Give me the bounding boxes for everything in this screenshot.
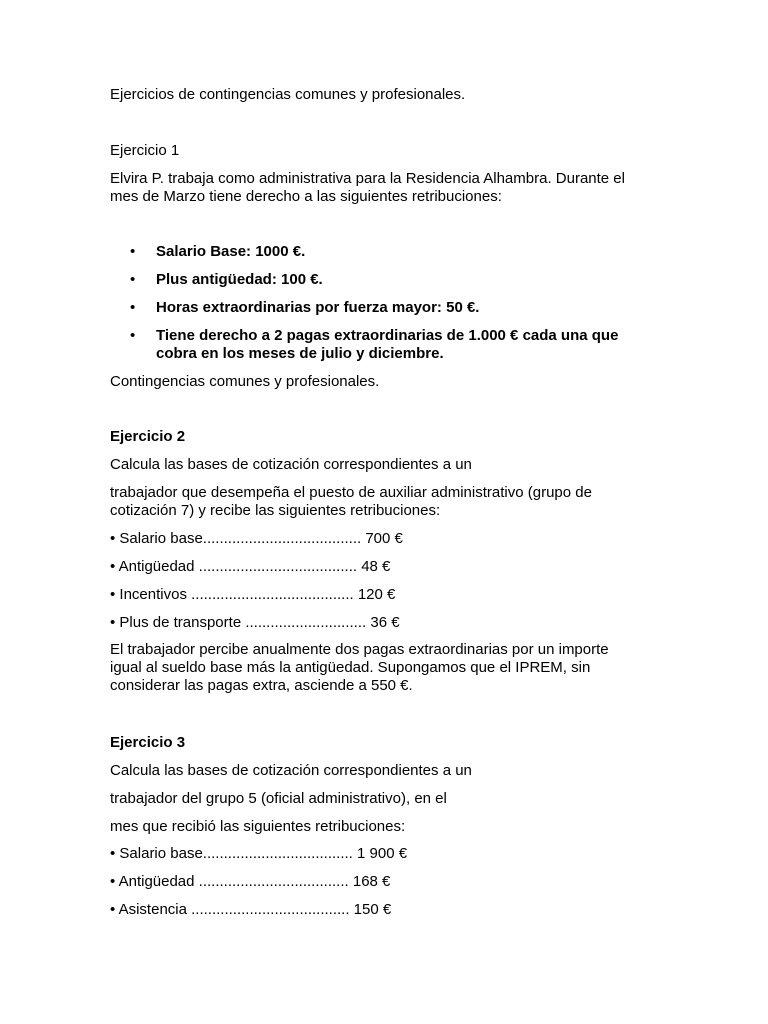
ejercicio-1-item: Salario Base: 1000 €. (156, 243, 306, 260)
ejercicio-2-item: • Incentivos ....................................... 120 € (110, 586, 396, 603)
ejercicio-2-heading: Ejercicio 2 (110, 428, 186, 445)
ejercicio-2-paragraph-line: considerar las pagas extra, asciende a 550 €. (110, 677, 413, 694)
ejercicio-2-item: • Antigüedad ...................................... 48 € (110, 558, 391, 575)
ejercicio-1-intro-line: Elvira P. trabaja como administrativa para la Residencia Alhambra. Durante el (110, 170, 625, 187)
ejercicio-1-intro-line: mes de Marzo tiene derecho a las siguientes retribuciones: (110, 188, 502, 205)
ejercicio-3-item: • Antigüedad .................................... 168 € (110, 873, 391, 890)
bullet-icon: • (130, 271, 136, 288)
ejercicio-3-line: Calcula las bases de cotización correspondientes a un (110, 762, 472, 779)
ejercicio-3-item: • Salario base.................................... 1 900 € (110, 845, 408, 862)
bullet-icon: • (130, 327, 136, 344)
ejercicio-1-heading: Ejercicio 1 (110, 142, 180, 159)
ejercicio-3-heading: Ejercicio 3 (110, 734, 186, 751)
ejercicio-1-item: Plus antigüedad: 100 €. (156, 271, 323, 288)
ejercicio-2-line: trabajador que desempeña el puesto de auxiliar administrativo (grupo de (110, 484, 592, 501)
ejercicio-1-item: Tiene derecho a 2 pagas extraordinarias de 1.000 € cada una que (156, 327, 619, 344)
ejercicio-3-line: trabajador del grupo 5 (oficial administrativo), en el (110, 790, 447, 807)
ejercicio-2-item: • Plus de transporte ............................. 36 € (110, 614, 400, 631)
ejercicio-2-line: Calcula las bases de cotización correspondientes a un (110, 456, 472, 473)
ejercicio-3-item: • Asistencia ...................................... 150 € (110, 901, 392, 918)
ejercicio-2-paragraph-line: igual al sueldo base más la antigüedad. Supongamos que el IPREM, sin (110, 659, 591, 676)
ejercicio-3-line: mes que recibió las siguientes retribuciones: (110, 818, 406, 835)
ejercicio-1-footer: Contingencias comunes y profesionales. (110, 373, 380, 390)
ejercicio-2-paragraph-line: El trabajador percibe anualmente dos pagas extraordinarias por un importe (110, 641, 609, 658)
ejercicio-2-item: • Salario base...................................... 700 € (110, 530, 403, 547)
bullet-icon: • (130, 243, 136, 260)
bullet-icon: • (130, 299, 136, 316)
document-title: Ejercicios de contingencias comunes y profesionales. (110, 86, 466, 103)
ejercicio-2-line: cotización 7) y recibe las siguientes retribuciones: (110, 502, 441, 519)
ejercicio-1-item: Horas extraordinarias por fuerza mayor: 50 €. (156, 299, 480, 316)
ejercicio-1-item-continuation: cobra en los meses de julio y diciembre. (156, 345, 444, 362)
